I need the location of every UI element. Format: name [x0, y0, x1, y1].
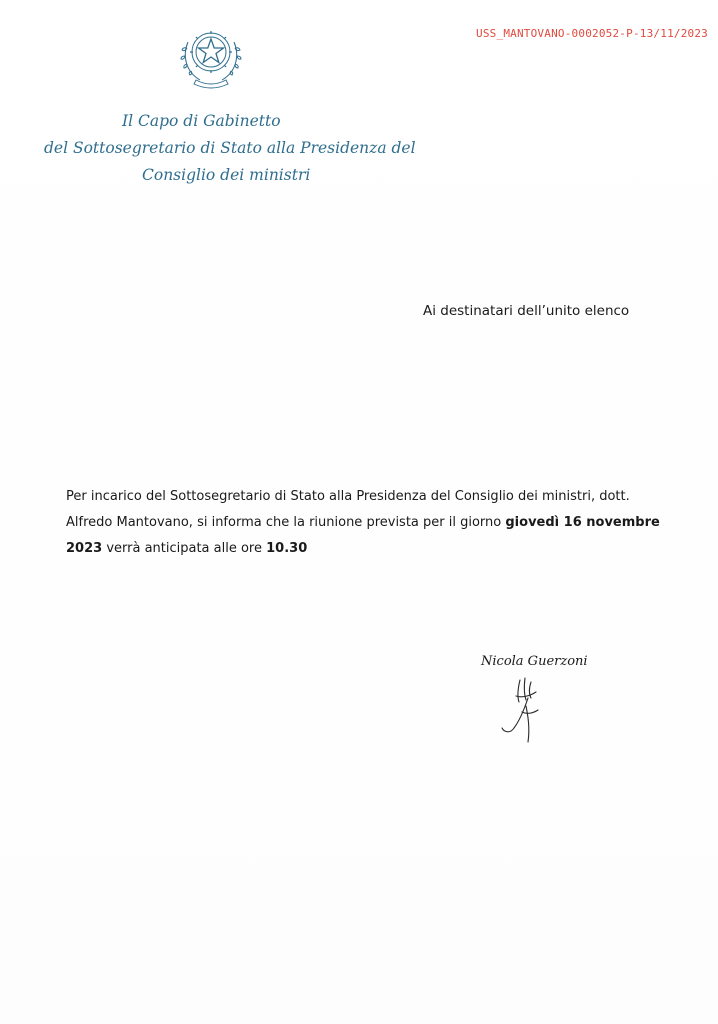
letterhead-title: [44, 108, 416, 189]
letter-body: [66, 484, 676, 562]
meeting-date: giovedì 16 novembre: [505, 515, 660, 530]
recipient-line: Ai destinatari dell’unito elenco: [423, 303, 630, 319]
letterhead-line-1: Il Capo di Gabinetto: [122, 112, 281, 130]
body-line-2: [66, 510, 676, 536]
signer-name: Nicola Guerzoni: [481, 654, 588, 669]
body-line-3: [66, 536, 676, 562]
body-line-2-text: Alfredo Mantovano, si informa che la riunione prevista per il giorno: [66, 515, 506, 530]
body-line-3-text: verrà anticipata alle ore: [102, 541, 267, 556]
meeting-year: 2023: [66, 541, 103, 556]
body-line-1: Per incarico del Sottosegretario di Stato alla Presidenza del Consiglio dei ministri, dott.: [66, 489, 630, 504]
italian-republic-emblem-icon: [178, 22, 244, 92]
letterhead-line-3: Consiglio dei ministri: [142, 166, 311, 184]
protocol-stamp: USS_MANTOVANO-0002052-P-13/11/2023: [476, 27, 708, 40]
meeting-time: 10.30: [266, 541, 308, 556]
handwritten-signature-icon: [498, 676, 550, 746]
letterhead-line-2: del Sottosegretario di Stato alla Presidenza del: [44, 139, 416, 157]
